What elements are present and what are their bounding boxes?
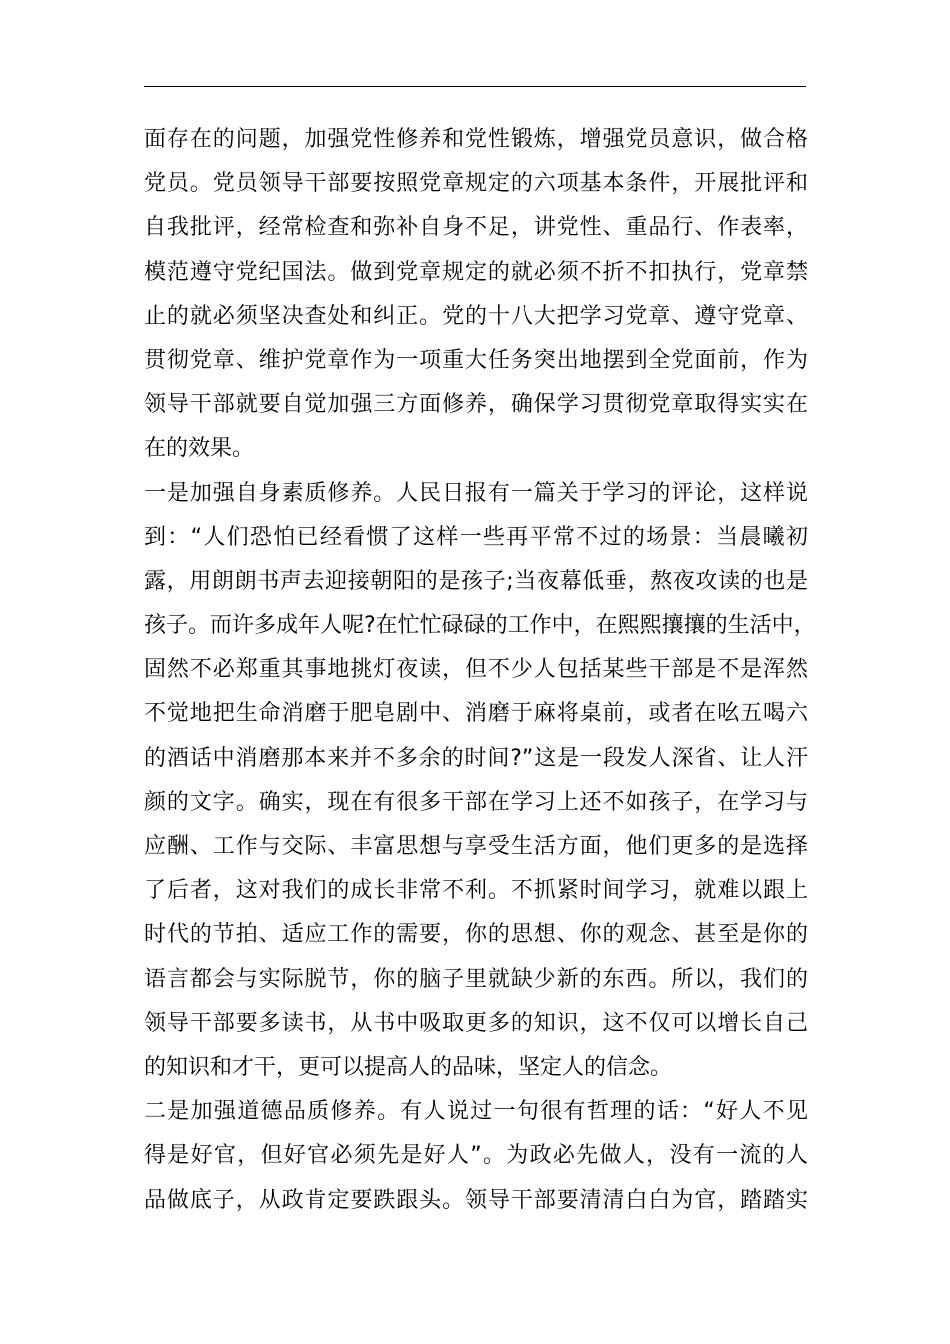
text-line: 颜的文字。确实，现在有很多干部在学习上还不如孩子，在学习与 (144, 789, 808, 815)
text-line: 一是加强自身素质修养。人民日报有一篇关于学习的评论，这样说 (144, 480, 808, 506)
text-line: 露，用朗朗书声去迎接朝阳的是孩子;当夜幕低垂，熬夜攻读的也是 (144, 568, 808, 594)
text-line: 应酬、工作与交际、丰富思想与享受生活方面，他们更多的是选择 (144, 834, 808, 859)
text-line: 领导干部就要自觉加强三方面修养，确保学习贯彻党章取得实实在 (144, 392, 808, 418)
text-line: 自我批评，经常检查和弥补自身不足，讲党性、重品行、作表率， (144, 215, 808, 241)
document-body (144, 118, 816, 1223)
text-line: 在的效果。 (144, 436, 255, 462)
text-line: 了后者，这对我们的成长非常不利。不抓紧时间学习，就难以跟上 (144, 878, 808, 904)
header-rule (144, 86, 806, 87)
text-line: 贯彻党章、维护党章作为一项重大任务突出地摆到全党面前，作为 (144, 347, 808, 373)
text-line: 品做底子，从政肯定要跌跟头。领导干部要清清白白为官，踏踏实 (144, 1187, 808, 1213)
text-line: 语言都会与实际脱节，你的脑子里就缺少新的东西。所以，我们的 (144, 966, 808, 992)
text-line: 固然不必郑重其事地挑灯夜读，但不少人包括某些干部是不是浑然 (144, 657, 808, 683)
text-line: 孩子。而许多成年人呢?在忙忙碌碌的工作中，在熙熙攘攘的生活中， (144, 613, 816, 639)
text-line: 党员。党员领导干部要按照党章规定的六项基本条件，开展批评和 (144, 171, 808, 197)
text-line: 的酒话中消磨那本来并不多余的时间?”这是一段发人深省、让人汗 (144, 745, 808, 771)
text-line: 的知识和才干，更可以提高人的品味，坚定人的信念。 (144, 1054, 673, 1080)
text-line: 得是好官，但好官必须先是好人”。为政必先做人，没有一流的人 (144, 1143, 808, 1169)
text-line: 到：“人们恐怕已经看惯了这样一些再平常不过的场景：当晨曦初 (144, 524, 808, 550)
text-line: 领导干部要多读书，从书中吸取更多的知识，这不仅可以增长自己 (144, 1010, 808, 1036)
text-line: 时代的节拍、适应工作的需要，你的思想、你的观念、甚至是你的 (144, 922, 808, 948)
text-line: 不觉地把生命消磨于肥皂剧中、消磨于麻将桌前，或者在吆五喝六 (144, 701, 808, 727)
text-line: 面存在的问题，加强党性修养和党性锻炼，增强党员意识，做合格 (144, 127, 808, 152)
text-line: 二是加强道德品质修养。有人说过一句很有哲理的话：“好人不见 (144, 1099, 808, 1125)
text-line: 止的就必须坚决查处和纠正。党的十八大把学习党章、遵守党章、 (144, 303, 808, 329)
text-line: 模范遵守党纪国法。做到党章规定的就必须不折不扣执行，党章禁 (144, 259, 808, 285)
